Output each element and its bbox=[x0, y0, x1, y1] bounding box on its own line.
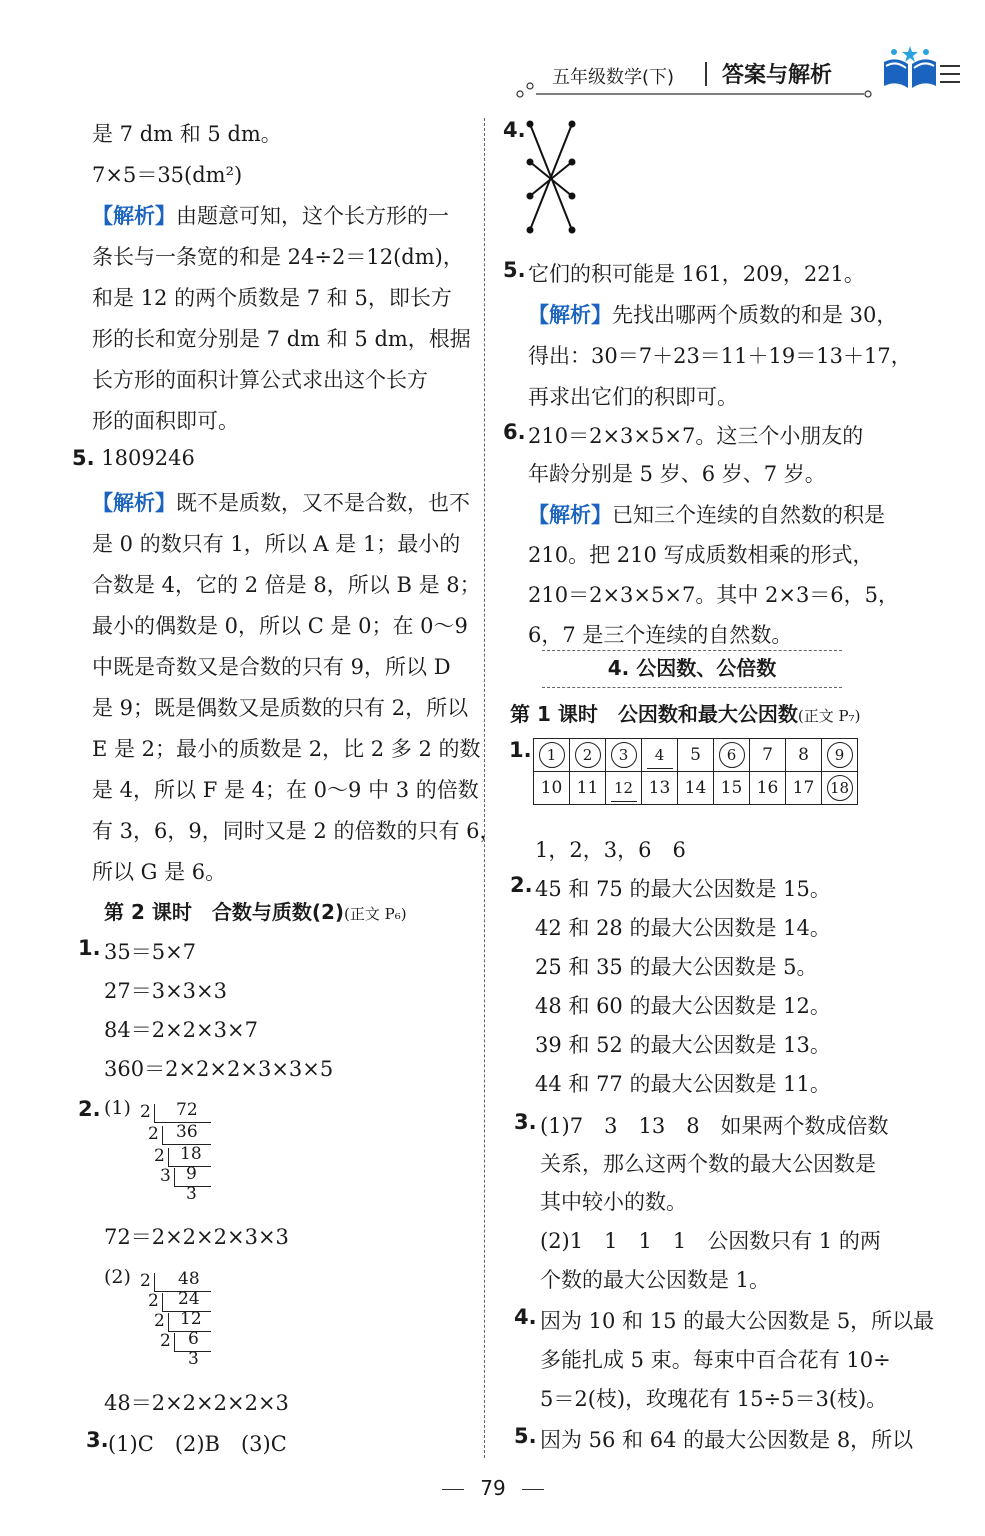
quotient: 24 bbox=[178, 1289, 200, 1309]
analysis-tag: 【解析】 bbox=[92, 203, 176, 228]
analysis-1-line: 长方形的面积计算公式求出这个长方 bbox=[92, 368, 428, 392]
divisor: 2 bbox=[148, 1124, 159, 1144]
grid-cell: 10 bbox=[534, 772, 570, 805]
cell-value: 6 bbox=[719, 742, 745, 768]
gcf-line: 42 和 28 的最大公因数是 14。 bbox=[535, 916, 831, 940]
divisor: 2 bbox=[140, 1271, 151, 1291]
analysis-5 bbox=[528, 299, 897, 329]
lesson-ref: (正文 P₆) bbox=[344, 905, 407, 923]
chapter-heading-box bbox=[542, 650, 842, 688]
cell-value: 9 bbox=[827, 742, 853, 768]
question-number: 1. bbox=[78, 936, 101, 960]
grid-cell: 16 bbox=[750, 772, 786, 805]
answer-text: 210＝2×3×5×7。这三个小朋友的 bbox=[528, 424, 864, 448]
grid-cell-triangle-circle bbox=[534, 739, 570, 772]
grid-cell: 15 bbox=[714, 772, 750, 805]
analysis-tag: 【解析】 bbox=[528, 502, 612, 527]
question-number: 5. bbox=[514, 1424, 537, 1448]
answer-text: (1)7 3 13 8 如果两个数成倍数 bbox=[540, 1114, 889, 1138]
dividend: 72 bbox=[176, 1100, 198, 1120]
question-number: 5. bbox=[503, 258, 526, 282]
analysis-1-line: 形的长和宽分别是 7 dm 和 5 dm，根据 bbox=[92, 327, 471, 351]
left-line-1: 是 7 dm 和 5 dm。 bbox=[92, 122, 282, 146]
analysis-6-line: 210。把 210 写成质数相乘的形式， bbox=[528, 543, 874, 567]
gcf-line: 25 和 35 的最大公因数是 5。 bbox=[535, 955, 818, 979]
sub-label: (1) bbox=[104, 1097, 131, 1119]
result-line: 72＝2×2×2×3×3 bbox=[104, 1225, 289, 1249]
answer-text: 多能扎成 5 束。每束中百合花有 10÷ bbox=[540, 1348, 891, 1372]
analysis-text: 由题意可知，这个长方形的一 bbox=[176, 204, 449, 228]
analysis-6-line: 6，7 是三个连续的自然数。 bbox=[528, 623, 793, 647]
quotient: 6 bbox=[188, 1329, 199, 1349]
dividend: 48 bbox=[178, 1269, 200, 1289]
divisor: 2 bbox=[160, 1331, 171, 1351]
factorization-line: 360＝2×2×2×3×3×5 bbox=[104, 1057, 334, 1081]
number-grid bbox=[533, 738, 858, 805]
divisor: 2 bbox=[154, 1146, 165, 1166]
divisor: 2 bbox=[154, 1311, 165, 1331]
answer-text: 因为 10 和 15 的最大公因数是 5，所以最 bbox=[540, 1309, 935, 1333]
division-bracket bbox=[162, 1126, 211, 1145]
answer-text: 关系，那么这两个数的最大公因数是 bbox=[540, 1152, 876, 1176]
final-quotient: 3 bbox=[186, 1184, 197, 1204]
divisor: 2 bbox=[148, 1291, 159, 1311]
analysis-tag: 【解析】 bbox=[528, 302, 612, 327]
result-line: 48＝2×2×2×2×3 bbox=[104, 1391, 289, 1415]
header-book-title: 五年级数学(下) bbox=[552, 67, 675, 88]
analysis-6-line: 210＝2×3×5×7。其中 2×3＝6，5， bbox=[528, 583, 900, 607]
answer-text: 年龄分别是 5 岁、6 岁、7 岁。 bbox=[528, 462, 826, 486]
grid-cell-circle bbox=[822, 772, 858, 805]
page-number-value: 79 bbox=[480, 1476, 506, 1500]
page-number bbox=[438, 1476, 548, 1500]
column-divider bbox=[484, 118, 485, 1458]
lesson-heading-2 bbox=[104, 896, 407, 925]
grid-cell-circle bbox=[822, 739, 858, 772]
analysis-2-line: 中既是奇数又是合数的只有 9，所以 D bbox=[92, 655, 451, 679]
header-divider bbox=[705, 62, 707, 86]
question-number: 2. bbox=[510, 873, 533, 897]
analysis-6 bbox=[528, 499, 885, 529]
lesson-title: 第 2 课时 合数与质数(2) bbox=[104, 900, 345, 924]
grid-cell: 17 bbox=[786, 772, 822, 805]
grid-cell: 5 bbox=[678, 739, 714, 772]
grid-cell: 7 bbox=[750, 739, 786, 772]
cell-value: 12 bbox=[611, 775, 637, 802]
question-number: 3. bbox=[86, 1428, 109, 1452]
analysis-text: 既不是质数，又不是合数，也不 bbox=[176, 491, 470, 515]
analysis-2-line: 有 3，6，9，同时又是 2 的倍数的只有 6， bbox=[92, 819, 501, 843]
analysis-2-line: 最小的偶数是 0，所以 C 是 0；在 0～9 bbox=[92, 614, 468, 638]
cell-value: 4 bbox=[647, 742, 673, 769]
analysis-1-line: 形的面积即可。 bbox=[92, 409, 239, 433]
division-bracket bbox=[154, 1104, 211, 1123]
grid-row bbox=[534, 772, 858, 805]
analysis-1-line: 和是 12 的两个质数是 7 和 5，即长方 bbox=[92, 286, 452, 310]
answer-text: 1，2，3，6 6 bbox=[535, 838, 686, 862]
question-number: 5. bbox=[72, 446, 95, 470]
analysis-2-line: 所以 G 是 6。 bbox=[92, 860, 227, 884]
factorization-line: 35＝5×7 bbox=[104, 940, 197, 964]
quotient: 18 bbox=[180, 1144, 202, 1164]
analysis-text: 先找出哪两个质数的和是 30， bbox=[612, 303, 898, 327]
factorization-line: 84＝2×2×3×7 bbox=[104, 1018, 258, 1042]
analysis-1 bbox=[92, 200, 449, 230]
analysis-2-line: 是 0 的数只有 1，所以 A 是 1；最小的 bbox=[92, 532, 461, 556]
grid-cell-triangle-circle bbox=[570, 739, 606, 772]
grid-cell: 11 bbox=[570, 772, 606, 805]
cell-value: 3 bbox=[611, 742, 637, 768]
sub-label: (2) bbox=[104, 1266, 131, 1288]
quotient: 36 bbox=[176, 1122, 198, 1142]
analysis-1-line: 条长与一条宽的和是 24÷2＝12(dm)， bbox=[92, 245, 464, 269]
question-number: 6. bbox=[503, 420, 526, 444]
question-5 bbox=[72, 446, 195, 470]
question-number: 3. bbox=[514, 1110, 537, 1134]
analysis-5-line: 再求出它们的积即可。 bbox=[528, 385, 738, 409]
book-logo-icon bbox=[866, 44, 962, 94]
question-number: 1. bbox=[509, 738, 532, 762]
quotient: 9 bbox=[186, 1164, 197, 1184]
analysis-2-line: E 是 2；最小的质数是 2，比 2 多 2 的数 bbox=[92, 737, 481, 761]
analysis-2-line: 合数是 4，它的 2 倍是 8，所以 B 是 8； bbox=[92, 573, 481, 597]
answer-text: (2)1 1 1 1 公因数只有 1 的两 bbox=[540, 1229, 881, 1253]
analysis-2 bbox=[92, 487, 470, 517]
cell-value: 1 bbox=[539, 742, 565, 768]
answer-text: 它们的积可能是 161，209，221。 bbox=[528, 262, 865, 286]
question-number: 4. bbox=[503, 118, 526, 142]
analysis-text: 已知三个连续的自然数的积是 bbox=[612, 503, 885, 527]
gcf-line: 48 和 60 的最大公因数是 12。 bbox=[535, 994, 831, 1018]
answer-text: 5＝2(枝)，玫瑰花有 15÷5＝3(枝)。 bbox=[540, 1387, 888, 1411]
analysis-2-line: 是 9；既是偶数又是质数的只有 2，所以 bbox=[92, 696, 469, 720]
gcf-line: 45 和 75 的最大公因数是 15。 bbox=[535, 877, 831, 901]
grid-cell-triangle bbox=[642, 739, 678, 772]
grid-cell: 8 bbox=[786, 739, 822, 772]
chapter-title: 4. 公因数、公倍数 bbox=[607, 656, 777, 680]
grid-row bbox=[534, 739, 858, 772]
question-number: 2. bbox=[78, 1097, 101, 1121]
quotient: 12 bbox=[180, 1309, 202, 1329]
cell-value: 18 bbox=[827, 775, 853, 801]
grid-cell: 14 bbox=[678, 772, 714, 805]
left-line-2: 7×5＝35(dm²) bbox=[92, 163, 243, 187]
grid-cell-triangle-circle bbox=[714, 739, 750, 772]
analysis-2-line: 是 4，所以 F 是 4；在 0～9 中 3 的倍数 bbox=[92, 778, 479, 802]
analysis-5-line: 得出：30＝7＋23＝11＋19＝13＋17， bbox=[528, 344, 912, 368]
grid-cell-triangle-circle bbox=[606, 739, 642, 772]
answer-text: 其中较小的数。 bbox=[540, 1190, 687, 1214]
cell-value: 2 bbox=[575, 742, 601, 768]
analysis-tag: 【解析】 bbox=[92, 490, 176, 515]
gcf-line: 39 和 52 的最大公因数是 13。 bbox=[535, 1033, 831, 1057]
answer-text: 个数的最大公因数是 1。 bbox=[540, 1268, 771, 1292]
final-quotient: 3 bbox=[188, 1349, 199, 1369]
answer-text: (1)C (2)B (3)C bbox=[108, 1432, 287, 1456]
factorization-line: 27＝3×3×3 bbox=[104, 979, 227, 1003]
lesson-title: 第 1 课时 公因数和最大公因数 bbox=[510, 702, 798, 726]
matching-lines-diagram bbox=[512, 112, 592, 242]
answer-text: 因为 56 和 64 的最大公因数是 8，所以 bbox=[540, 1428, 914, 1452]
divisor: 2 bbox=[140, 1102, 151, 1122]
grid-cell-triangle bbox=[606, 772, 642, 805]
grid-cell: 13 bbox=[642, 772, 678, 805]
gcf-line: 44 和 77 的最大公因数是 11。 bbox=[535, 1072, 831, 1096]
lesson-heading-1 bbox=[510, 698, 860, 727]
header-section-title: 答案与解析 bbox=[722, 63, 833, 88]
answer-text: 1809246 bbox=[101, 446, 195, 470]
divisor: 3 bbox=[160, 1166, 171, 1186]
question-number: 4. bbox=[514, 1305, 537, 1329]
lesson-ref: (正文 P₇) bbox=[797, 707, 861, 725]
